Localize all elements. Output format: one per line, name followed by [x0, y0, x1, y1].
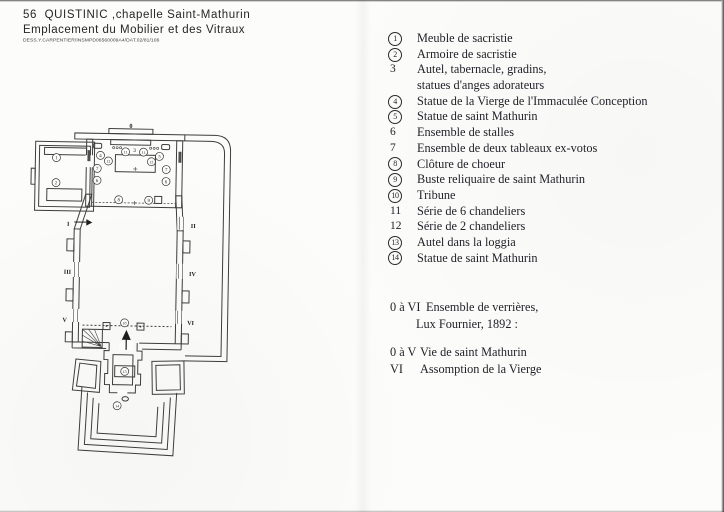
svg-text:12: 12 [106, 159, 111, 164]
plan-marker-10 [120, 319, 128, 327]
plan-window-label-VI: VI [187, 319, 195, 328]
plan-marker-2 [52, 179, 60, 187]
plan-window-label-II: II [190, 222, 196, 231]
svg-text:8: 8 [117, 198, 120, 204]
legend-item-label: Autel dans la loggia [417, 234, 516, 249]
legend-item-4 [388, 94, 703, 110]
svg-text:11: 11 [141, 150, 146, 155]
legend-item-number: 4 [388, 95, 417, 109]
plan-marker-3 [133, 148, 136, 154]
legend-item-3 [388, 62, 703, 78]
plan-window-label-IV: IV [188, 270, 196, 279]
legend-item-label: Armoire de sacristie [417, 46, 517, 61]
svg-text:7: 7 [164, 168, 168, 174]
plan-window-label-0: 0 [129, 122, 133, 130]
legend-item-14 [388, 251, 703, 267]
plan-marker-6 [93, 176, 101, 184]
legend-item-number: 10 [388, 189, 417, 203]
plan-window-label-V: V [62, 316, 67, 324]
plan-marker-11 [139, 148, 147, 156]
legend-item-11 [388, 204, 703, 220]
svg-text:14: 14 [115, 404, 120, 409]
legend-item-6 [388, 125, 703, 141]
plan-marker-7 [162, 165, 170, 173]
svg-text:6: 6 [95, 179, 99, 185]
plan-marker-7 [93, 164, 101, 172]
legend-list [388, 31, 703, 266]
legend-item-number: 1 [388, 32, 417, 46]
svg-text:5: 5 [158, 155, 161, 161]
svg-text:2: 2 [54, 181, 58, 187]
legend-item-label: Série de 2 chandeliers [417, 219, 526, 234]
plan-walls [27, 127, 231, 403]
legend-item-number: 6 [390, 126, 396, 139]
legend-item-number: 13 [388, 236, 417, 250]
plan-marker-8 [115, 196, 123, 204]
legend-item-12 [388, 219, 703, 235]
svg-text:11: 11 [123, 150, 128, 155]
svg-text:13: 13 [122, 370, 127, 375]
vitraux-ref-all: 0 à VI [390, 300, 421, 314]
plan-marker-5 [155, 152, 163, 160]
plan-marker-12 [104, 157, 112, 165]
legend-item-number: 12 [390, 220, 402, 233]
legend-item-13 [388, 235, 703, 251]
plan-marker-9 [145, 196, 153, 204]
svg-text:6: 6 [164, 180, 168, 186]
legend-item-label-cont: statues d'anges adorateurs [417, 78, 545, 93]
legend-item-label: Tribune [417, 187, 456, 202]
legend-item-7 [388, 141, 703, 157]
legend-item-label: Buste reliquaire de saint Mathurin [417, 172, 586, 187]
legend-item-5 [388, 109, 703, 125]
title-block [23, 9, 250, 44]
vitraux-section [390, 299, 690, 377]
legend-item-label: Ensemble de deux tableaux ex-votos [417, 140, 598, 155]
vitraux-entries [390, 344, 690, 377]
floor-plan [25, 110, 243, 486]
legend-item-label: Statue de la Vierge de l'Immaculée Conception [417, 93, 648, 108]
legend-item-label: Ensemble de stalles [417, 125, 514, 140]
vitraux-heading [390, 299, 690, 316]
vitraux-text-all: Ensemble de verrières, [426, 300, 539, 314]
plan-marker-6 [162, 177, 170, 185]
vitraux-author: Lux Fournier, 1892 : [416, 316, 518, 331]
legend-item-label: Clôture de choeur [417, 156, 506, 171]
legend-item-label: Statue de saint Mathurin [417, 250, 538, 265]
vitraux-entry: 0 à V Vie de saint Mathurin [390, 345, 527, 359]
legend-item-label: Série de 6 chandeliers [417, 203, 526, 218]
plan-spiral-stair [82, 329, 102, 347]
legend-item-number: 2 [388, 48, 417, 62]
vitraux-entry: VI Assomption de la Vierge [390, 361, 542, 376]
legend-item-number: 5 [388, 110, 417, 124]
plan-window-label-I: I [67, 220, 70, 228]
legend-item-number: 8 [388, 157, 417, 171]
plan-marker-12 [147, 158, 155, 166]
plan-marker-14 [113, 402, 121, 410]
legend-item-number: 7 [390, 141, 396, 154]
svg-text:1: 1 [55, 156, 58, 162]
legend-item-label: Meuble de sacristie [417, 31, 513, 45]
legend-item-9 [388, 172, 703, 188]
plan-marker-13 [121, 367, 129, 375]
legend-item-label: Statue de saint Mathurin [417, 109, 538, 124]
legend-item-label: Autel, tabernacle, gradins, [417, 62, 547, 77]
legend-item-number: 3 [390, 63, 396, 76]
page-title: 56 QUISTINIC ,chapelle Saint-Mathurin [23, 9, 251, 21]
legend-item-number: 11 [390, 204, 402, 217]
plan-marker-1 [52, 154, 60, 162]
legend-item-1 [388, 31, 703, 47]
plan-marker-4 [96, 151, 104, 159]
drawing-reference: DESS.Y.CARPENTIER/INSMPD06560009A4/DAT.02/81/106 [23, 38, 160, 43]
plan-marker-11 [121, 148, 129, 156]
svg-text:10: 10 [122, 321, 127, 326]
page-fold [355, 0, 371, 512]
svg-text:12: 12 [149, 160, 154, 165]
plan-window-label-III: III [63, 268, 72, 276]
svg-text:7: 7 [95, 167, 99, 173]
svg-text:9: 9 [147, 198, 150, 204]
page-subtitle: Emplacement du Mobilier et des Vitraux [23, 24, 246, 36]
svg-text:4: 4 [99, 154, 102, 160]
legend-item-number: 14 [388, 251, 417, 265]
legend-item-10 [388, 188, 703, 204]
legend-item-number: 9 [388, 173, 417, 187]
legend-item-8 [388, 157, 703, 173]
legend-item-2 [388, 47, 703, 63]
svg-text:3: 3 [133, 147, 136, 154]
